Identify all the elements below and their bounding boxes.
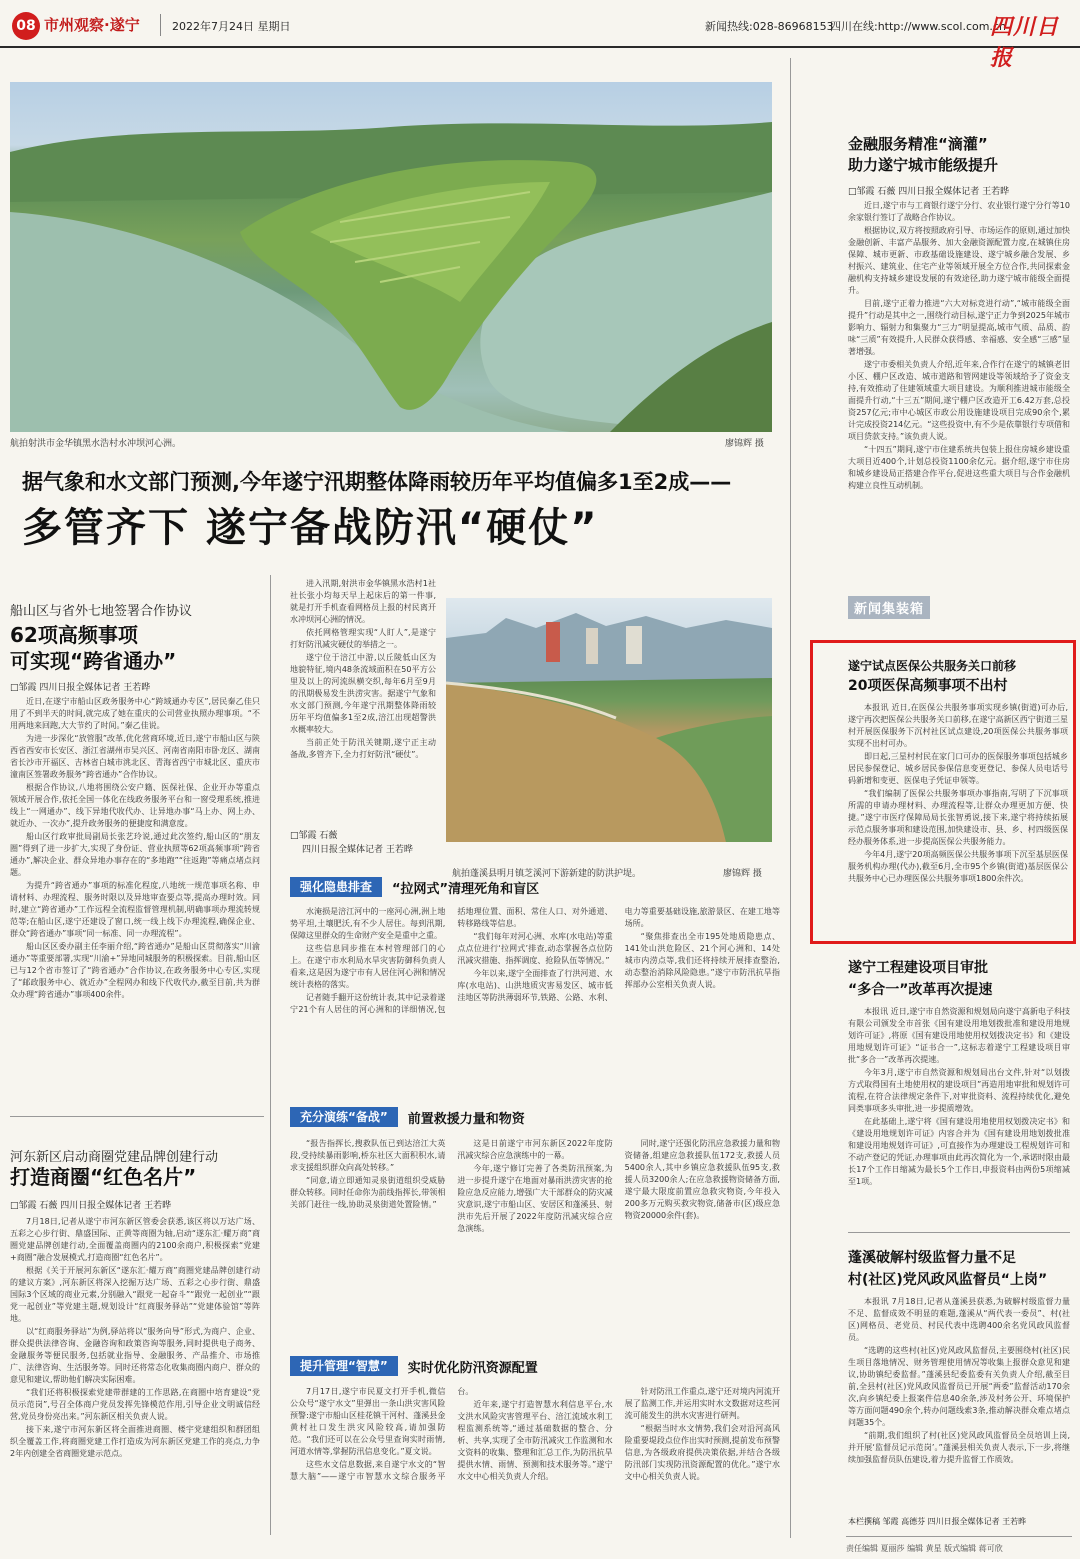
right-article-2-title: 遂宁试点医保公共服务关口前移	[848, 659, 1017, 673]
embankment-illustration	[446, 598, 772, 842]
paragraph: 这些水文信息数据,来自遂宁水文的“智慧大脑”——遂宁市智慧水文综合服务平台。	[290, 1387, 474, 1481]
news-hotline: 新闻热线:028-86968153	[705, 20, 834, 33]
left-article-1-kicker: 船山区与省外七地签署合作协议	[10, 604, 193, 619]
paragraph: 根据协议,双方将按照政府引导、市场运作的原则,通过加快金融创新、丰富产品服务、加大金融资源配置力度,在城镇住房保障、城市更新、市政基础设施建设、遂宁城乡融合发展、乡村振兴、建筑业、住宅产业等领域开展全方位合作,共同探索金融机构支持城乡建设发展的有效途径,助力遂宁城市能级全面提升。	[848, 226, 1070, 295]
paragraph: 以“红商服务驿站”为例,驿站将以“服务向导”形式,为商户、企业、群众提供法律咨询、金融咨询和政策咨询等服务,同时提供电子商务、金融服务等便民服务,包括就业指导、金融服务、产品推介、市场推广、法律咨询、生活服务等。同时还将常态化收集商圈内商户、群众的意见和建议,帮助他们解决实际困难。	[10, 1327, 260, 1384]
article-divider	[10, 1116, 264, 1117]
right-article-4-body	[848, 1296, 1070, 1508]
lead-byline: □邹霞 石薇	[290, 831, 338, 841]
section-2-banner	[290, 1106, 525, 1128]
column-divider	[270, 575, 271, 1535]
header-divider	[160, 14, 161, 36]
paragraph: 今年,遂宁修订完善了各类防汛预案,为进一步提升遂宁在地面对暴雨洪涝灾害的抢险应急反应能力,增强广大干部群众的防灾减灾意识,遂宁市船山区、安居区和蓬溪县、射洪市先后开展了2022年度防汛减灾综合应急演练。	[457, 1164, 613, 1233]
section-2-title: 前置救援力量和物资	[407, 1111, 525, 1127]
section-1-banner	[290, 876, 539, 898]
paragraph: 今年以来,遂宁全面排查了行洪河道、水库(水电站)、山洪地质灾害易发区、城市低洼地区等防洪薄弱环节,铁路、公路、水利、电力等重要基础设施,旅游景区、在建工地等场所。	[457, 907, 780, 1002]
masthead-logo: 四川日报	[990, 14, 1060, 71]
paragraph: 7月18日,记者从遂宁市河东新区管委会获悉,该区将以万达广场、五彩之心步行街、鼎盛国际、正黄等商圈为轴,启动“遂东汇·耀万商”商圈党建品牌创建行动,全面覆盖商圈内的2100余商户,积极探索“党建+商圈”融合发展模式,打造商圈“红色名片”。	[10, 1217, 260, 1262]
section-3-title: 实时优化防汛资源配置	[407, 1360, 538, 1376]
paragraph: 记者随手翻开这份统计表,其中记录着遂宁21个有人居住的河心洲和的详细情况,包括地理位置、面积、常住人口、对外通道、转移路线等信息。	[290, 907, 613, 1014]
section-3-tag: 提升管理“智慧”	[290, 1356, 398, 1376]
section-1-title: “拉网式”清理死角和盲区	[392, 881, 540, 897]
section-2-tag: 充分演练“备战”	[290, 1107, 398, 1127]
paragraph: 船山区行政审批局副局长张艺玲说,通过此次签约,船山区的“朋友圈”得到了进一步扩大,实现了身份证、营业执照等62项高频事项“跨省通办”,解决企业、群众异地办事存在的“多地跑”“往返跑”等痛点堵点问题。	[10, 832, 260, 877]
footer-divider	[846, 1536, 1072, 1537]
right-article-1-title: 金融服务精准“滴灌”	[848, 135, 988, 153]
lead-headline: 多管齐下 遂宁备战防汛“硬仗”	[22, 505, 599, 551]
right-article-3-body	[848, 1006, 1070, 1222]
right-article-1-body	[848, 200, 1070, 544]
right-article-2-body	[848, 702, 1068, 934]
paragraph: 今年3月,遂宁市自然资源和规划局出台文件,针对“以划拨方式取得国有土地使用权的建设项目”再造用地审批和规划许可流程,在符合法律规定条件下,对审批资料、流程持续优化,避免同类事项多头审批,进一步提质增效。	[848, 1068, 1070, 1113]
paragraph: 本报讯 近日,遂宁市自然资源和规划局向遂宁高新电子科技有限公司颁发全市首张《国有建设用地划拨批准和建设用地规划许可证》,将原《国有建设用地使用权划拨决定书》和《建设用地规划许可证》“证书合一”,这标志着遂宁工程建设项目审批“多合一”改革再次提速。	[848, 1007, 1070, 1064]
news-box-label: 新闻集装箱	[848, 596, 930, 619]
right-article-3-title: 遂宁工程建设项目审批	[848, 960, 988, 976]
paragraph: “同意,请立即通知灵泉街道组织受威胁群众转移。同时任命你为前线指挥长,带领相关部门赶往一线,协助灵泉街道处置险情。”	[290, 1176, 446, 1209]
left-article-1-byline: □邹霞 四川日报全媒体记者 王若晔	[10, 683, 151, 693]
right-article-1-subtitle: 助力遂宁城市能级提升	[848, 156, 999, 174]
paragraph: 水淹损是涪江河中的一座河心洲,洲上地势平坦,土壤肥沃,有不少人居住。每到汛期,保障这里群众的生命财产安全是重中之重。	[290, 907, 446, 940]
issue-date: 2022年7月24日 星期日	[172, 20, 291, 33]
paragraph: “我们编制了医保公共服务事项办事指南,写明了下沉事项所需的申请办理材料、办理流程等,让群众办理更加方便、快捷。”遂宁市医疗保障局局长张智勇说,接下来,遂宁将持续拓展示范点服务事项和建设范围,加快建设市、县、乡、村四级医保经办服务体系,进一步提高医保公共服务能力。	[848, 789, 1068, 846]
column-divider	[790, 58, 791, 1538]
paragraph: 根据合作协议,八地将围绕公安户籍、医保社保、企业开办等重点领域开展合作,依托全国一体化在线政务服务平台和一窗受理系统,推进线上“一网通办”、线下异地代收代办、让异地办事“马上办、网上办、就近办、一次办”,提升政务服务的便捷度和满意度。	[10, 783, 260, 828]
left-article-2-title: 打造商圈“红色名片”	[10, 1165, 197, 1189]
lead-kicker: 据气象和水文部门预测,今年遂宁汛期整体降雨较历年平均值偏多1至2成——	[22, 470, 732, 494]
paragraph: “前期,我们组织了村(社区)党风政风监督员全员培训上岗,并开展‘监督员记示范岗’。”蓬溪县相关负责人表示,下一步,将继续加强监督员队伍建设,着力提升监督工作质效。	[848, 1431, 1070, 1464]
paragraph: “根据当时水文情势,我们会对沿河高风险重要堤段点位作出实时预测,提前发布预警信息,为各级政府提供决策依据,并结合各级防汛部门实现防汛资源配置的优化。”遂宁水文中心相关负责人说。	[624, 1424, 780, 1481]
section-3-body	[290, 1386, 780, 1552]
paragraph: 同时,遂宁还强化防汛应急救援力量和物资储备,组建应急救援队伍172支,救援人员5400余人,其中乡镇应急救援队伍95支,救援人员3200余人;在应急救援物资储备方面,遂宁最大限度前置应急救灾物资,今年投入200多万元购买救灾物资,储备市(区)级应急物资20000余件(套)。	[624, 1139, 780, 1220]
paragraph: 近日,在遂宁市船山区政务服务中心“跨域通办专区”,居民秦乙佳只用了不到半天的时间,就完成了她在重庆的公司营业执照办理事项。“不用两地来回跑,大大节约了时间。”秦乙佳说。	[10, 697, 260, 730]
paragraph: 这是日前遂宁市河东新区2022年度防汛减灾综合应急演练中的一幕。	[457, 1139, 613, 1160]
paragraph: 7月17日,遂宁市民夏文打开手机,微信公众号“遂宁水文”里弹出一条山洪灾害风险预警:遂宁市船山区桂花镇干河村、蓬溪县金黄村社口发生洪灾风险较高,请加强防范。“我们还可以在公众号里查询实时雨情,河道水情等,掌握防汛信息变化。”夏文说。	[290, 1387, 446, 1456]
paragraph: 当前正处于防汛关键期,遂宁正主动备战,多管齐下,全力打好防汛“硬仗”。	[290, 738, 436, 759]
paragraph: 近日,遂宁市与工商银行遂宁分行、农业银行遂宁分行等10余家银行签订了战略合作协议。	[848, 201, 1070, 222]
paragraph: 本报讯 近日,在医保公共服务事项实现乡镇(街道)可办后,遂宁再次把医保公共服务关口前移,在遂宁高新区西宁街道三星村开展医保服务下沉村社区试点建设,20项医保公共服务事项实现不出村可办。	[848, 703, 1068, 748]
paragraph: 进入汛期,射洪市金华镇黑水浩村1社社长张小均每天早上起床后的第一件事,就是打开手机查看网格员上报的村民离开水冲坝河心洲的情况。	[290, 579, 436, 624]
paragraph: 针对防汛工作重点,遂宁还对境内河流开展了监测工作,并运用实时水文数据对这些河流可能发生的洪水灾害进行研判。	[624, 1387, 780, 1420]
left-article-1-body	[10, 696, 260, 1100]
right-article-4-title: 蓬溪破解村级监督力量不足	[848, 1250, 1016, 1266]
section-1-tag: 强化隐患排查	[290, 877, 382, 897]
page-number: 08	[12, 12, 40, 40]
paragraph: “聚焦排查出全市195处地质隐患点、141处山洪危险区、21个河心洲和、14处城市内涝点等,我们还将持续开展排查整治,动态整治消除风险隐患。”遂宁市防汛抗旱指挥部办公室相关负责人说。	[624, 932, 780, 989]
paragraph: 在此基础上,遂宁将《国有建设用地使用权划拨决定书》和《建设用地规划许可证》内容合并为《国有建设用地划拨批准和建设用地规划许可证》,可直接作为办理建设工程规划许可和不动产登记的凭证,办理事项由此再次简化为一个,承诺时限由最长17个工作日缩减为最长5个工作日,申报资料由两份5项缩减至1项。	[848, 1117, 1070, 1186]
lead-byline-reporter: 四川日报全媒体记者 王若晔	[302, 845, 413, 855]
left-article-2-byline: □邹霞 石薇 四川日报全媒体记者 王若晔	[10, 1201, 172, 1211]
right-article-1-byline: □邹霞 石薇 四川日报全媒体记者 王若晔	[848, 187, 1010, 197]
paragraph: “选聘的这些村(社区)党风政风监督员,主要围绕村(社区)民生项目落地情况、财务管理使用情况等收集上报群众意见和建议,协助镇纪委监督。”蓬溪县纪委监委有关负责人介绍,截至目前,全县村(社区)党风政风监督员已开展“两委”监督活动170余次,向乡镇纪委上报案件信息40余条,涉及村务公开、环境保护等方面问题490余个,转办问题线索3条,推动解决群众难点堵点问题35个。	[848, 1346, 1070, 1427]
paragraph: 接下来,遂宁市河东新区将全面推进商圈、楼宇党建组织和群团组织全覆盖工作,将商圈党建工作打造成为河东新区党建工作的亮点,力争2年内创建全省商圈党建示范点。	[10, 1425, 260, 1458]
lead-intro	[290, 578, 436, 824]
paragraph: “报告指挥长,搜救队伍已到达涪江大英段,受持续暴雨影响,桥东社区大面积积水,请求支援组织群众向高处转移。”	[290, 1139, 446, 1172]
side-photo	[446, 598, 772, 842]
paragraph: 为进一步深化“放管服”改革,优化营商环境,近日,遂宁市船山区与陕西省西安市长安区、浙江省湖州市吴兴区、河南省南阳市卧龙区、湖南省长沙市开福区、吉林省白城市洮北区、青海省西宁市城北区、重庆市潼南区签署政务服务“跨省通办”合作协议。	[10, 734, 260, 779]
section-1-body	[290, 906, 780, 1096]
paragraph: 遂宁位于涪江中游,以丘陵低山区为地貌特征,境内48条流域面积在50平方公里及以上的河流纵横交织,每年6月至9月的汛期极易发生洪涝灾害。据遂宁气象和水文部门预测,今年遂宁汛期整体降雨较历年平均值偏多1至2成,涪江出现超警洪水概率较大。	[290, 653, 436, 734]
paragraph: 近年来,遂宁打造智慧水利信息平台,水文洪水风险灾害管理平台、涪江流域水利工程监测系统等,“通过基础数据的整合、分析、共享,实现了全市防汛减灾工作监测和水文资料的收集、整理和汇总工作,为防汛抗旱提供水情、雨情、预测和技术服务等。”遂宁水文中心相关负责人介绍。	[457, 1400, 613, 1481]
paragraph: “我们每年对河心洲、水库(水电站)等重点点位进行‘拉网式’排查,动态掌握各点位防汛减灾措施、指挥调度、抢险队伍等情况。”	[457, 932, 613, 965]
editor-credits: 责任编辑 夏丽莎 编辑 黄星 版式编辑 蒋可欣	[846, 1544, 1003, 1553]
section-3-banner	[290, 1355, 538, 1377]
article-divider	[848, 1232, 1070, 1233]
paragraph: “十四五”期间,遂宁市住建系统共包装上报住房城乡建设重大项目近400个,计划总投资1100余亿元。据介绍,遂宁市住房和城乡建设局正搭建合作平台,促进这些重大项目与合作金融机构建立良性互动机制。	[848, 445, 1070, 490]
main-photo-caption: 航拍射洪市金华镇黑水浩村水冲坝河心洲。	[10, 439, 182, 449]
paragraph: 根据《关于开展河东新区“遂东汇·耀万商”商圈党建品牌创建行动的建议方案》,河东新区将深入挖掘万达广场、五彩之心步行街、鼎盛国际3个区域的商业元素,分别融入“跟党一起奋斗”“跟党一起创业”“跟党一起创业”等党建主题,规划设计“红商服务驿站”“党建体验馆”等阵地。	[10, 1266, 260, 1323]
paragraph: “我们还将积极探索党建带群建的工作思路,在商圈中培育建设“党员示范岗”,号召全体商户党员发挥先锋模范作用,引导企业文明诚信经营,党员身份亮出来。”河东新区相关负责人说。	[10, 1388, 260, 1421]
left-article-1-title: 62项高频事项	[10, 623, 138, 647]
paragraph: 今年4月,遂宁20项高频医保公共服务事项下沉至基层医保服务机构办理(代办),截至6月,全市95个乡镇(街道)基层医保公共服务中心已办理医保公共服务事项1800余件次。	[848, 850, 1068, 883]
section-2-body	[290, 1138, 780, 1340]
left-article-2-body	[10, 1216, 260, 1552]
main-photo	[10, 82, 772, 432]
right-article-3-subtitle: “多合一”改革再次提速	[848, 982, 993, 998]
side-photo-credit: 廖锦辉 摄	[723, 869, 762, 879]
paragraph: 遂宁市委相关负责人介绍,近年来,合作行在遂宁的城镇老旧小区、棚户区改造、城市道路和管网建设等领域给予了资金支持,有效推动了住建领域重大项目建设。为顺利推进城市能级全面提升行动,“十三五”期间,遂宁棚户区改造开工6.42万套,总投资257亿元;市中心城区市政公用设施建设项目完成90余个,累计完成投资214亿元。“这些投资中,有不少是依靠银行专项借和项目贷款支持。”该负责人说。	[848, 360, 1070, 441]
paragraph: 船山区区委办副主任李丽介绍,“跨省通办”是船山区贯彻落实“川渝通办”等重要部署,实现“川渝+”异地同城服务的积极探索。目前,船山区已与12个省市签订了“跨省通办”合作协议,在政务服务中心专区,实现了“邮政服务中心、就近办”全程网办和线下代收代办,截至目前,共为群众办理“跨省通办”事项400余件。	[10, 942, 260, 999]
website-link[interactable]: 四川在线:http://www.scol.com.cn	[830, 20, 1006, 33]
left-article-2-kicker: 河东新区启动商圈党建品牌创建行动	[10, 1150, 219, 1165]
right-column-byline: 本栏撰稿 邹霞 高德芬 四川日报全媒体记者 王若晔	[848, 1517, 1027, 1526]
left-article-1-subtitle: 可实现“跨省通办”	[10, 649, 177, 673]
paragraph: 这些信息同步推在本村管理部门的心上。在遂宁市水利局水旱灾害防御科负责人看来,这是因为遂宁市有人居住河心洲和情况统计表格的落实。	[290, 944, 446, 989]
page-header	[0, 0, 1080, 71]
paragraph: 为提升“跨省通办”事项的标准化程度,八地统一规范事项名称、申请材料、办理流程、服务时限以及异地审查要点等,提高办理时效。同时,建立“跨省通办”工作远程全流程监督管理机制,明确事项办理流转规范等;在船山区,遂宁还建设了窗口,统一线上线下办理流程,确保企业、群众“跨省通办”事项“同一标准、同一办理流程”。	[10, 881, 260, 938]
river-island-illustration	[10, 82, 772, 432]
right-article-2-subtitle: 20项医保高频事项不出村	[848, 678, 1008, 694]
paragraph: 本报讯 7月18日,记者从蓬溪县获悉,为破解村级监督力量不足、监督成效不明显的难题,蓬溪从“两代表一委员”、村(社区)网格员、老党员、村民代表中选聘400余名党风政风监督员。	[848, 1297, 1070, 1342]
paragraph: 目前,遂宁正着力推进“六大对标竞进行动”,“城市能级全面提升”行动是其中之一,围绕行动目标,遂宁正力争到2025年城市影响力、辐射力和集聚力“三力”明显提高,城市气质、品质、韵味“三质”有效提升,人民群众获得感、幸福感、安全感“三感”显著增强。	[848, 299, 1070, 356]
side-photo-caption: 航拍蓬溪县明月镇芝溪河下游新建的防洪护堤。	[452, 869, 642, 879]
section-name: 市州观察·遂宁	[44, 16, 140, 34]
main-photo-credit: 廖锦辉 摄	[725, 439, 764, 449]
paragraph: 依托网格管理实现“人盯人”,是遂宁打好防汛减灾硬仗的举措之一。	[290, 628, 436, 649]
paragraph: 即日起,三星村村民在家门口可办的医保服务事项包括城乡居民参保登记、城乡居民参保信息变更登记、参保人员电话号码新增和变更、医保电子凭证申领等。	[848, 752, 1068, 785]
right-article-4-subtitle: 村(社区)党风政风监督员“上岗”	[848, 1272, 1048, 1288]
